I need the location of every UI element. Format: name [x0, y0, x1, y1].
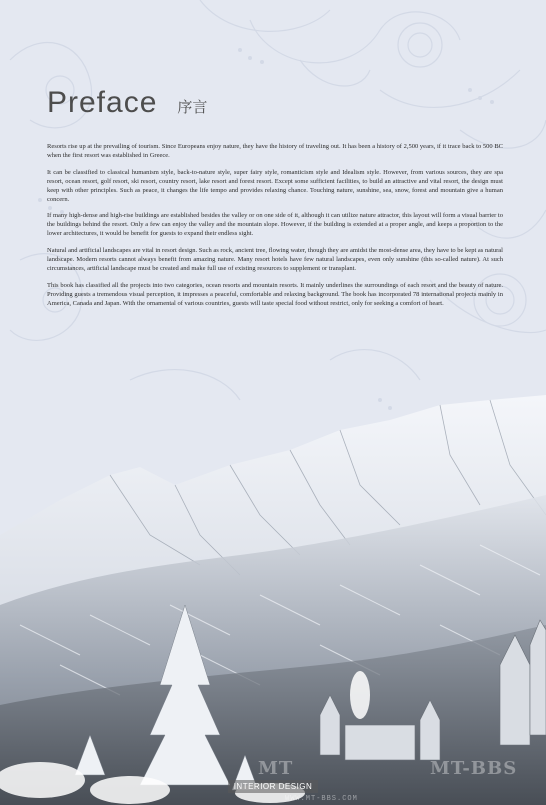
watermark-label: [0, 782, 546, 791]
paragraph: If many high-dense and high-rise buildings are established besides the valley or on one side of it, although it can utilize nature attractor, this layout will form a visual barrier to the buildings behind the resort. Only a few can enjoy the valley and the mountain slope. However, if the building is extended at a proper angle, and keeps a proportion to the lower architectures, it would be benefit for guests to expand their endless sight.: [47, 212, 503, 238]
watermark-text: INTERIOR DESIGN: [228, 780, 319, 793]
paragraph: Natural and artificial landscapes are vital in resort design. Such as rock, ancient tree, flowing water, though they are amidst the most-dense area, they have to be kept as natural landscape. Modern resorts cannot always benefit from amazing nature. Many resort hotels have few natural landscapes, even only sunshine (this so-called nature). At such circumstances, artificial landscape must be created and make full use of existing resources to supplement or transplant.: [47, 247, 503, 272]
watermark-url: WWW.MT-BBS.COM: [285, 795, 358, 803]
watermark-logo: MT-BBS: [430, 758, 518, 779]
snowy-mountain-illustration: [0, 395, 546, 805]
heading: [47, 86, 207, 120]
paragraph: This book has classified all the projects into two categories, ocean resorts and mountain resorts. It mainly underlines the surroundings of each resort and the beauty of nature. Providing guests a tremendous visual perception, it impresses a peaceful, comfortable and relaxing background. The book has incorporated 78 international projects mainly in America, Canada and Japan. With the ornamental of various countries, guests will taste special food without restrict, only for seeking a comfort of heart.: [47, 281, 503, 307]
paragraph: It can be classified to classical humanism style, back-to-nature style, super fairy style, romanticism style and Idealism style. However, from various sources, they are spa resort, ocean resort, golf resort, ski resort, country resort, lake resort and forest resort. Except some sufficient facilities, to build an attractive and vital resort, the design must keep with other principles. Such as peace, it changes the life tempo and provides relaxing chance. Touching nature, sunshine, sea, snow, forest and mountain give a human concern.: [47, 168, 503, 203]
page-title: Preface: [47, 86, 158, 119]
watermark-logo: MT: [258, 758, 294, 779]
paragraph: Resorts rise up at the prevailing of tourism. Since Europeans enjoy nature, they have the history of traveling out. It has been a history of 2,500 years, if it trace back to 500 BC when the first resort was established in Greece.: [47, 143, 503, 159]
page-title-chinese: 序言: [177, 98, 208, 116]
preface-body: [47, 143, 503, 317]
